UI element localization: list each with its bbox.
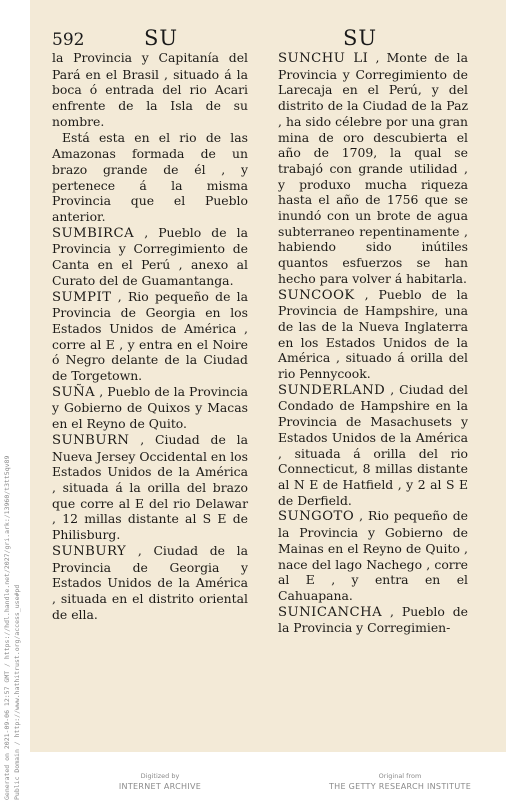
credit-name: INTERNET ARCHIVE	[118, 782, 202, 791]
entry-headword: SUNICANCHA	[278, 604, 383, 620]
entry	[52, 543, 248, 623]
left-running-head: SU	[144, 26, 179, 50]
right-running-head: SU	[343, 26, 378, 50]
entry	[278, 382, 468, 509]
internet-archive-credit	[90, 772, 230, 792]
entry-text: , Rio pequeño de la Provincia de Georgia en los Estados Unidos de América , corre al E , y entra en el Noire ó Negro delante de la Ciudad de Torgetown.	[52, 288, 248, 384]
margin-strip	[0, 0, 30, 800]
credit-caption: Digitized by	[140, 772, 180, 780]
entry-text: , Ciudad de la Nueva Jersey Occidental en los Estados Unidos de la América , situada á la orilla del brazo que corre al E del rio Delawar , 12 millas distante al S E de Philisburg.	[52, 431, 248, 543]
left-column	[52, 50, 248, 622]
entry-text: , Pueblo de la Provincia de Hampshire, una de las de la Nueva Inglaterra en los Estados Unidos de la América , situado á orilla del rio Pennycook.	[278, 286, 468, 382]
entry	[278, 604, 468, 636]
entry	[52, 50, 248, 130]
entry	[52, 384, 248, 432]
entry-headword: SUNCOOK	[278, 287, 355, 303]
entry-text: , Ciudad del Condado de Hampshire en la Provincia de Masachusets y Estados Unidos de la América , situada á orilla del rio Connecticut, 8 millas distante al N E de Hatfield , y 2 al S E de Derfield.	[278, 381, 468, 508]
right-column	[278, 50, 468, 636]
entry-headword: SUNDERLAND	[278, 382, 386, 398]
getty-credit	[300, 772, 500, 792]
entry	[52, 289, 248, 384]
entry-headword: SUNBURN	[52, 432, 130, 448]
watermark-line-2: Public Domain / http://www.hathitrust.org/access_use#pd	[13, 584, 21, 800]
credit-caption: Original from	[378, 772, 422, 780]
watermark-line-1: Generated on 2021-09-06 12:57 GMT / https://hdl.handle.net/2027/gri.ark:/13960/t3tt5qv89	[3, 455, 11, 800]
entry-text: , Pueblo de la Provincia y Gobierno de Quixos y Macas en el Reyno de Quito.	[52, 383, 248, 432]
entry-text: , Ciudad de la Provincia de Georgia y Estados Unidos de la América , situada en el distrito oriental de ella.	[52, 542, 248, 622]
entry	[52, 432, 248, 543]
entry-text: la Provincia y Capitanía del Pará en el Brasil , situado á la boca ó entrada del rio Acari enfrente de la Isla de su nombre.	[52, 50, 248, 129]
entry-headword: SUÑA	[52, 384, 96, 400]
entry-text: , Pueblo de la Provincia y Corregimiento de Canta en el Perú , anexo al Curato del de Guamantanga.	[52, 224, 248, 288]
entry-headword: SUNGOTO	[278, 509, 355, 525]
entry-headword: SUMPIT	[52, 289, 112, 305]
entry	[278, 287, 468, 382]
entry	[278, 50, 468, 287]
page-number: 592	[52, 30, 85, 50]
entry-text: , Monte de la Provincia y Corregimiento de Larecaja en el Perú, y del distrito de la Ciudad de la Paz , ha sido célebre por una gran mina de oro descubierta el año de 1709, la qual se trabajó con grande utilidad , y produxo mucha riqueza hasta el año de 1756 que se inundó con un brote de agua subterraneo repentinamente , habiendo sido inútiles quantos esfuerzos se han hecho para volver á habitarla.	[278, 50, 468, 286]
entry	[52, 130, 248, 225]
entry-headword: SUMBIRCA	[52, 225, 135, 241]
entry-text: , Rio pequeño de la Provincia y Gobierno de Mainas en el Reyno de Quito , nace del lago Nachego , corre al E , y entra en el Cahuapana.	[278, 508, 468, 603]
hathitrust-watermark	[2, 440, 26, 800]
entry	[278, 508, 468, 603]
entry-headword: SUNBURY	[52, 543, 127, 559]
entry-text: , Pueblo de la Provincia y Corregimien-	[278, 603, 468, 636]
entry	[52, 225, 248, 289]
entry-text: Está esta en el rio de las Amazonas formada de un brazo grande de él , y pertenece á la misma Provincia que el Pueblo anterior.	[52, 129, 248, 225]
credit-name: THE GETTY RESEARCH INSTITUTE	[328, 782, 472, 791]
entry-headword: SUNCHU LI	[278, 51, 369, 66]
digitization-footer	[30, 772, 510, 800]
